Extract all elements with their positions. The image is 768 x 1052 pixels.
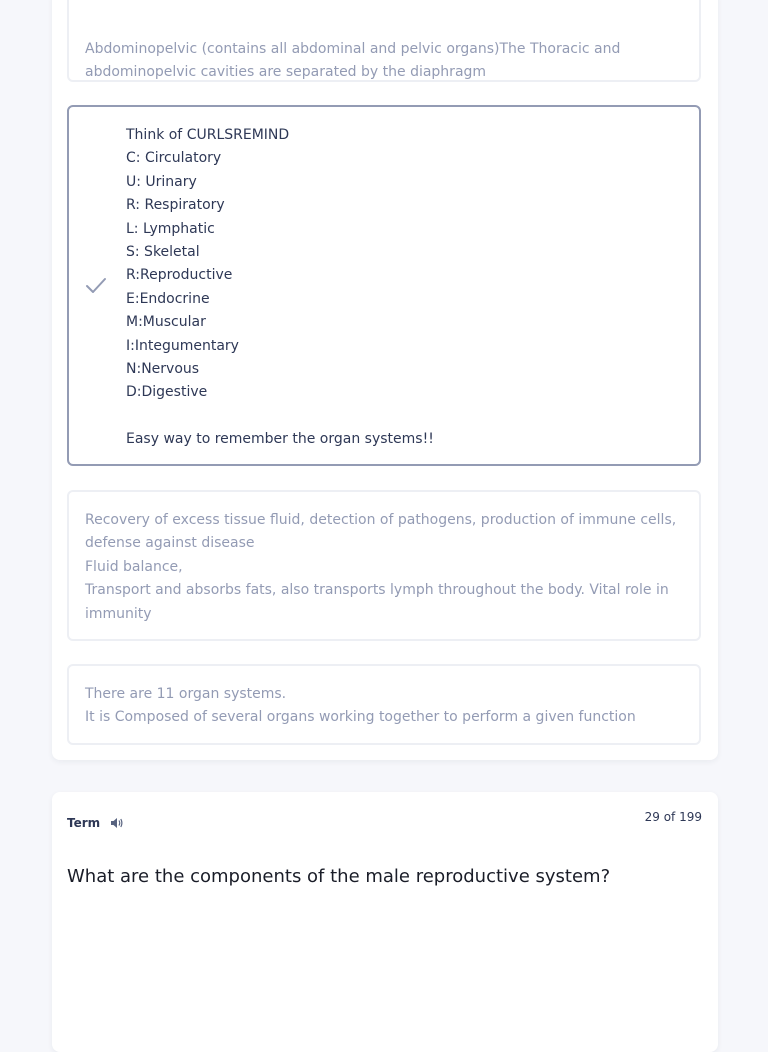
answer-option-text: Think of CURLSREMIND C: Circulatory U: Urinary R: Respiratory L: Lymphatic S: Skeletal R:Reproductive E:Endocrine M:Muscular I:Integumentary N:Nervous D:Digestive Easy way to remember the organ systems!! <box>126 127 434 448</box>
term-question: What are the components of the male reproductive system? <box>67 866 611 887</box>
checkmark-icon <box>85 275 107 297</box>
answer-option-2-selected[interactable] <box>67 105 701 466</box>
speaker-icon[interactable] <box>110 815 124 829</box>
answer-option-3[interactable] <box>67 490 701 641</box>
term-label: Term <box>67 816 101 830</box>
answer-option-4[interactable] <box>67 664 701 745</box>
card-counter: 29 of 199 <box>644 810 702 824</box>
answer-option-text: Abdominopelvic (contains all abdominal and pelvic organs)The Thoracic and abdominopelvic cavities are separated by the diaphragm <box>85 41 621 81</box>
answer-option-text: Recovery of excess tissue fluid, detection of pathogens, production of immune cells, defense against disease Fluid balance, Transport and absorbs fats, also transports lymph throughout the body. Vital role in immunity <box>85 512 677 622</box>
answer-option-text: There are 11 organ systems. It is Composed of several organs working together to perform a given function <box>85 686 636 726</box>
next-term-card <box>52 792 718 1052</box>
answer-option-1[interactable] <box>67 0 701 82</box>
